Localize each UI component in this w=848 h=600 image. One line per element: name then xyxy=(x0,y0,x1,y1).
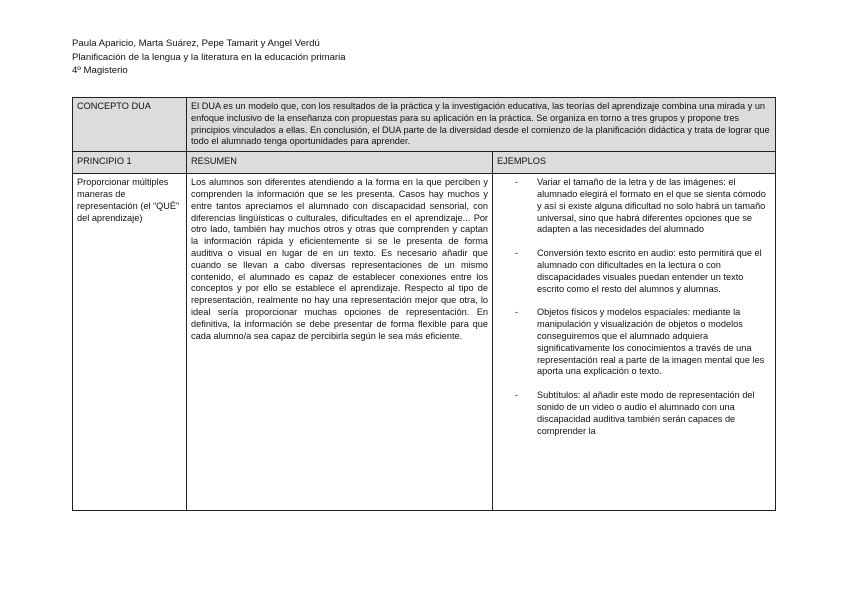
dash-marker: - xyxy=(515,307,519,318)
dash-marker: - xyxy=(515,390,519,401)
example-item xyxy=(501,248,771,295)
table-header-row xyxy=(73,152,776,174)
dash-marker: - xyxy=(515,177,519,188)
authors-line: Paula Aparicio, Marta Suárez, Pepe Tamarit y Angel Verdú xyxy=(72,38,320,49)
header-principle: PRINCIPIO 1 xyxy=(73,152,187,174)
concept-row xyxy=(73,98,776,152)
principle-examples-cell xyxy=(493,174,776,511)
example-text: Subtítulos: al añadir este modo de representación del sonido de un video o audio el alumnado con una discapacidad auditiva también serán capaces de comprender la xyxy=(537,390,755,436)
example-item xyxy=(501,390,771,437)
dash-marker: - xyxy=(515,248,519,259)
principle-summary: Los alumnos son diferentes atendiendo a la forma en la que perciben y comprenden la información que se les presenta. Casos hay muchos y entre tantos apreciamos el alumnado con discapacidad sensorial, con diferencias lingüísticas o culturales, dificultades en el aprendizaje... Por otro lado, también hay muchos otros y otras que comprenden y captan la información rápida y eficientemente si se le presenta de forma auditiva o visual en lugar de en un texto. Es necesario añadir que cuando se llevan a cabo diversas representaciones de un mismo contenido, el alumnado es capaz de establecer conexiones entre los conceptos y por ello se establece el aprendizaje. Respecto al tipo de representación, realmente no hay una representación mejor que otra, lo ideal sería proporcionar muchas opciones de representación. En definitiva, la información se debe presentar de forma flexible para que cada alumno/a sea capaz de percibirla según le sea más eficiente. xyxy=(191,177,488,341)
example-item xyxy=(501,177,771,236)
example-text: Conversión texto escrito en audio: esto permitirá que el alumnado con dificultades en la lectura o con discapacidades visuales puedan entender un texto escrito como el resto del alumnos y alumnas. xyxy=(537,248,762,294)
course-line: Planificación de la lengua y la literatura en la educación primaria xyxy=(72,51,346,63)
dua-table xyxy=(72,97,776,511)
example-text: Variar el tamaño de la letra y de las imágenes: el alumnado elegirá el formato en el que se sienta cómodo y así si existe alguna dificultad no solo habrá un tamaño universal, sino que habrá diferentes opciones que se adapten a las necesidades del alumnado xyxy=(537,177,766,235)
principle-row xyxy=(73,174,776,511)
example-text: Objetos físicos y modelos espaciales: mediante la manipulación y visualización de objetos o modelos conseguiremos que el alumnado adquiera significativamente los conocimientos a través de una representación real a parte de la imagen mental que les aporta una explicación o texto. xyxy=(537,307,765,377)
principle-summary-cell xyxy=(187,174,493,511)
concept-definition: El DUA es un modelo que, con los resultados de la práctica y la investigación educativa, las teorías del aprendizaje combina una mirada y un enfoque inclusivo de la enseñanza con propuestas para su aplicación en la práctica. Se organiza en torno a tres grupos y propone tres principios vinculados a ellas. En conclusión, el DUA parte de la diversidad desde el comienzo de la planificación didáctica y trata de lograr que todo el alumnado tenga oportunidades para aprender. xyxy=(187,98,776,152)
example-item xyxy=(501,307,771,378)
principle-title: Proporcionar múltiples maneras de representación (el “QUÉ” del aprendizaje) xyxy=(73,174,187,511)
document-header xyxy=(72,37,346,78)
header-examples: EJEMPLOS xyxy=(493,152,776,174)
examples-list xyxy=(497,177,771,437)
concept-label: CONCEPTO DUA xyxy=(73,98,187,152)
header-summary: RESUMEN xyxy=(187,152,493,174)
level-line: 4º Magisterio xyxy=(72,65,128,76)
